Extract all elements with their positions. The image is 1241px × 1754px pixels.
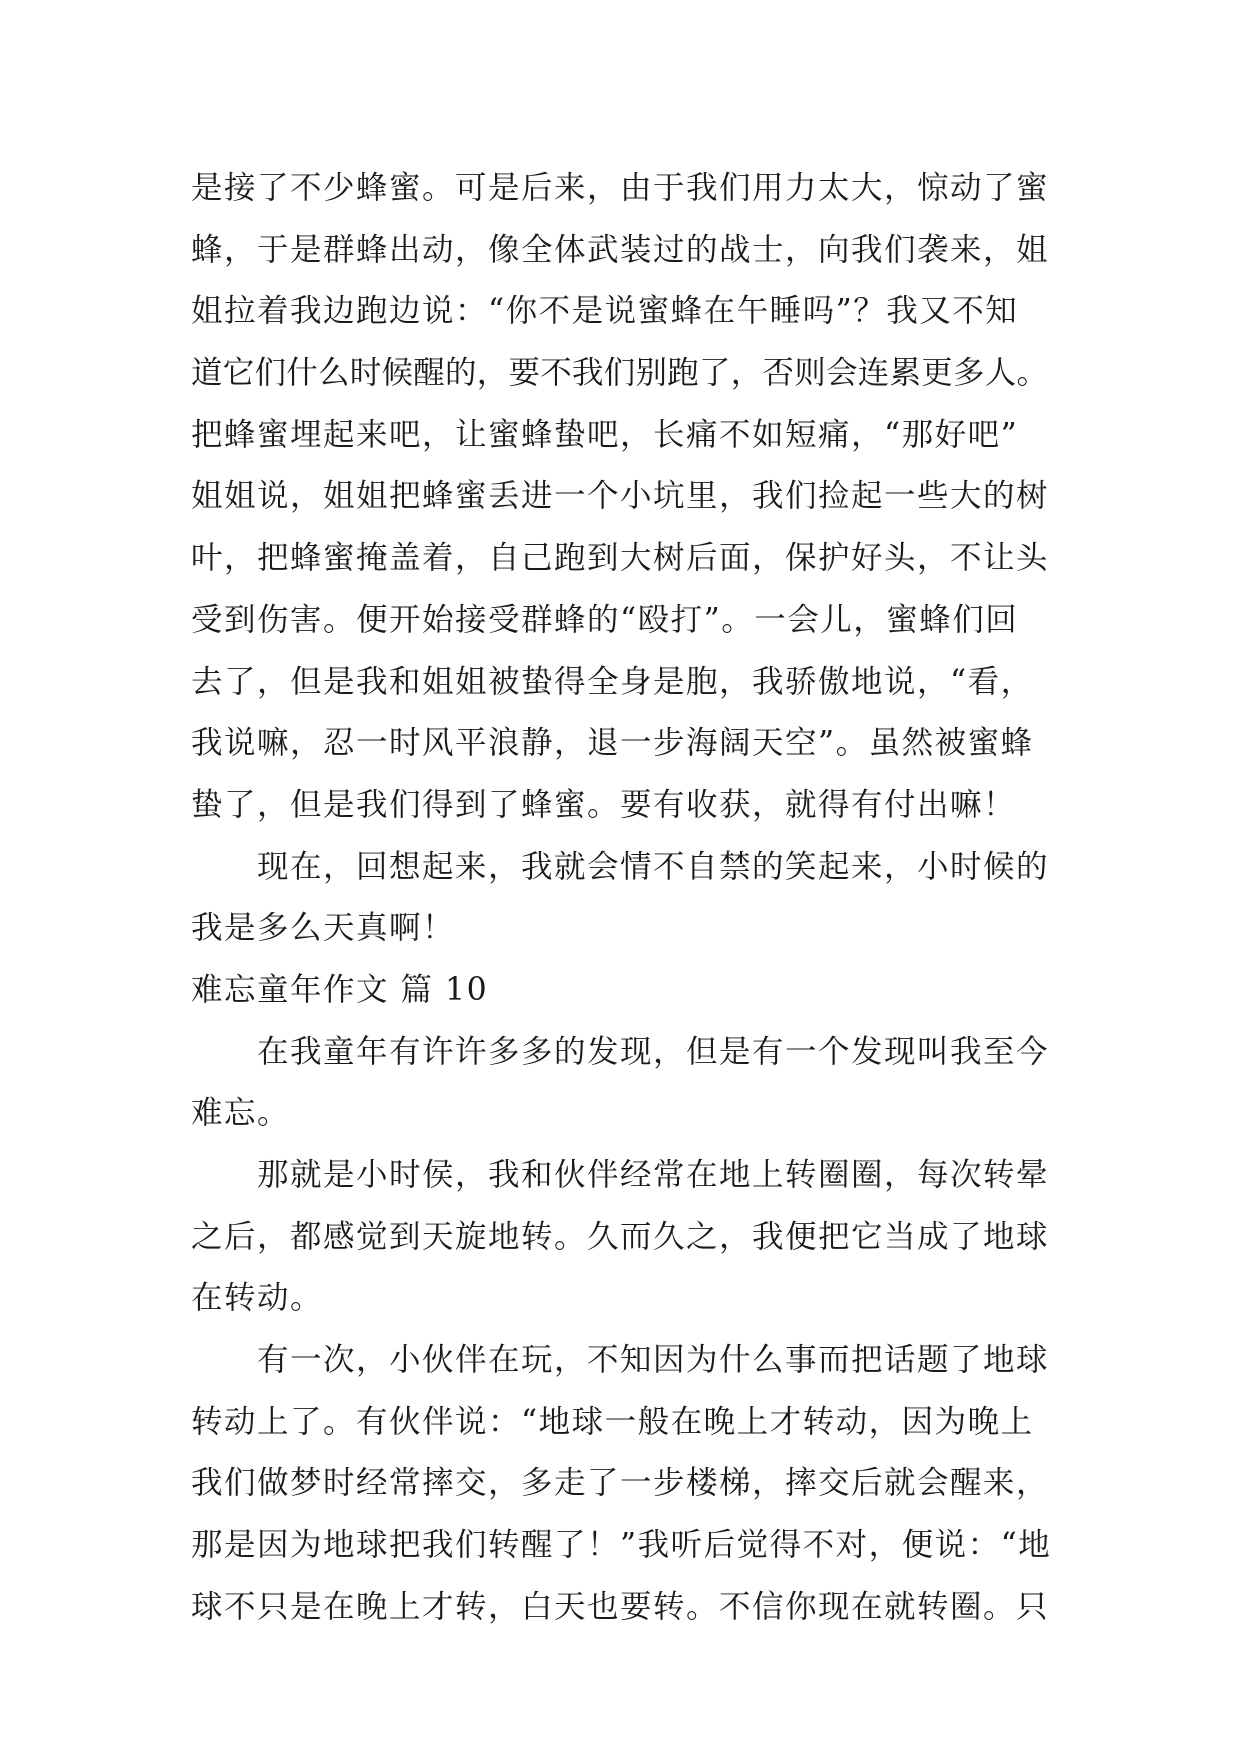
text-line: 转动上了。有伙伴说：“地球一般在晚上才转动，因为晚上 — [191, 1403, 1034, 1440]
body-text — [191, 158, 1051, 1639]
text-line: 姐拉着我边跑边说：“你不是说蜜蜂在午睡吗”？我又不知 — [191, 293, 1019, 330]
text-line: 在转动。 — [191, 1280, 324, 1317]
text-line: 道它们什么时候醒的，要不我们别跑了，否则会连累更多人。 — [191, 355, 1049, 392]
paragraph-first-line: 在我童年有许许多多的发现，但是有一个发现叫我至今 — [257, 1033, 1050, 1070]
paragraph-first-line: 有一次，小伙伴在玩，不知因为什么事而把话题了地球 — [257, 1342, 1050, 1379]
text-line: 把蜂蜜埋起来吧，让蜜蜂蛰吧，长痛不如短痛，“那好吧” — [191, 416, 1019, 453]
text-line: 蛰了，但是我们得到了蜂蜜。要有收获，就得有付出嘛！ — [191, 786, 1017, 823]
text-line: 我是多么天真啊！ — [191, 910, 456, 947]
text-line: 那是因为地球把我们转醒了！”我听后觉得不对，便说：“地 — [191, 1527, 1052, 1564]
text-line: 是接了不少蜂蜜。可是后来，由于我们用力太大，惊动了蜜 — [191, 170, 1050, 206]
text-line: 之后，都感觉到天旋地转。久而久之，我便把它当成了地球 — [191, 1218, 1050, 1255]
text-line: 我们做梦时经常摔交，多走了一步楼梯，摔交后就会醒来， — [191, 1465, 1050, 1502]
text-line: 受到伤害。便开始接受群蜂的“殴打”。一会儿，蜜蜂们回 — [191, 601, 1019, 638]
text-line: 姐姐说，姐姐把蜂蜜丢进一个小坑里，我们捡起一些大的树 — [191, 478, 1050, 515]
text-line: 去了，但是我和姐姐被蛰得全身是胞，我骄傲地说，“看， — [191, 663, 1034, 700]
text-line: 难忘。 — [191, 1095, 291, 1132]
text-line: 球不只是在晚上才转，白天也要转。不信你现在就转圈。只 — [191, 1588, 1050, 1625]
paragraph-first-line: 那就是小时侯，我和伙伴经常在地上转圈圈，每次转晕 — [257, 1157, 1050, 1193]
text-line: 叶，把蜂蜜掩盖着，自己跑到大树后面，保护好头，不让头 — [191, 540, 1050, 577]
text-line: 我说嘛，忍一时风平浪静，退一步海阔天空”。虽然被蜜蜂 — [191, 725, 1034, 762]
text-line: 蜂，于是群蜂出动，像全体武装过的战士，向我们袭来，姐 — [191, 231, 1050, 268]
paragraph-first-line: 现在，回想起来，我就会情不自禁的笑起来，小时候的 — [257, 848, 1050, 885]
section-heading: 难忘童年作文 篇 10 — [191, 971, 489, 1008]
